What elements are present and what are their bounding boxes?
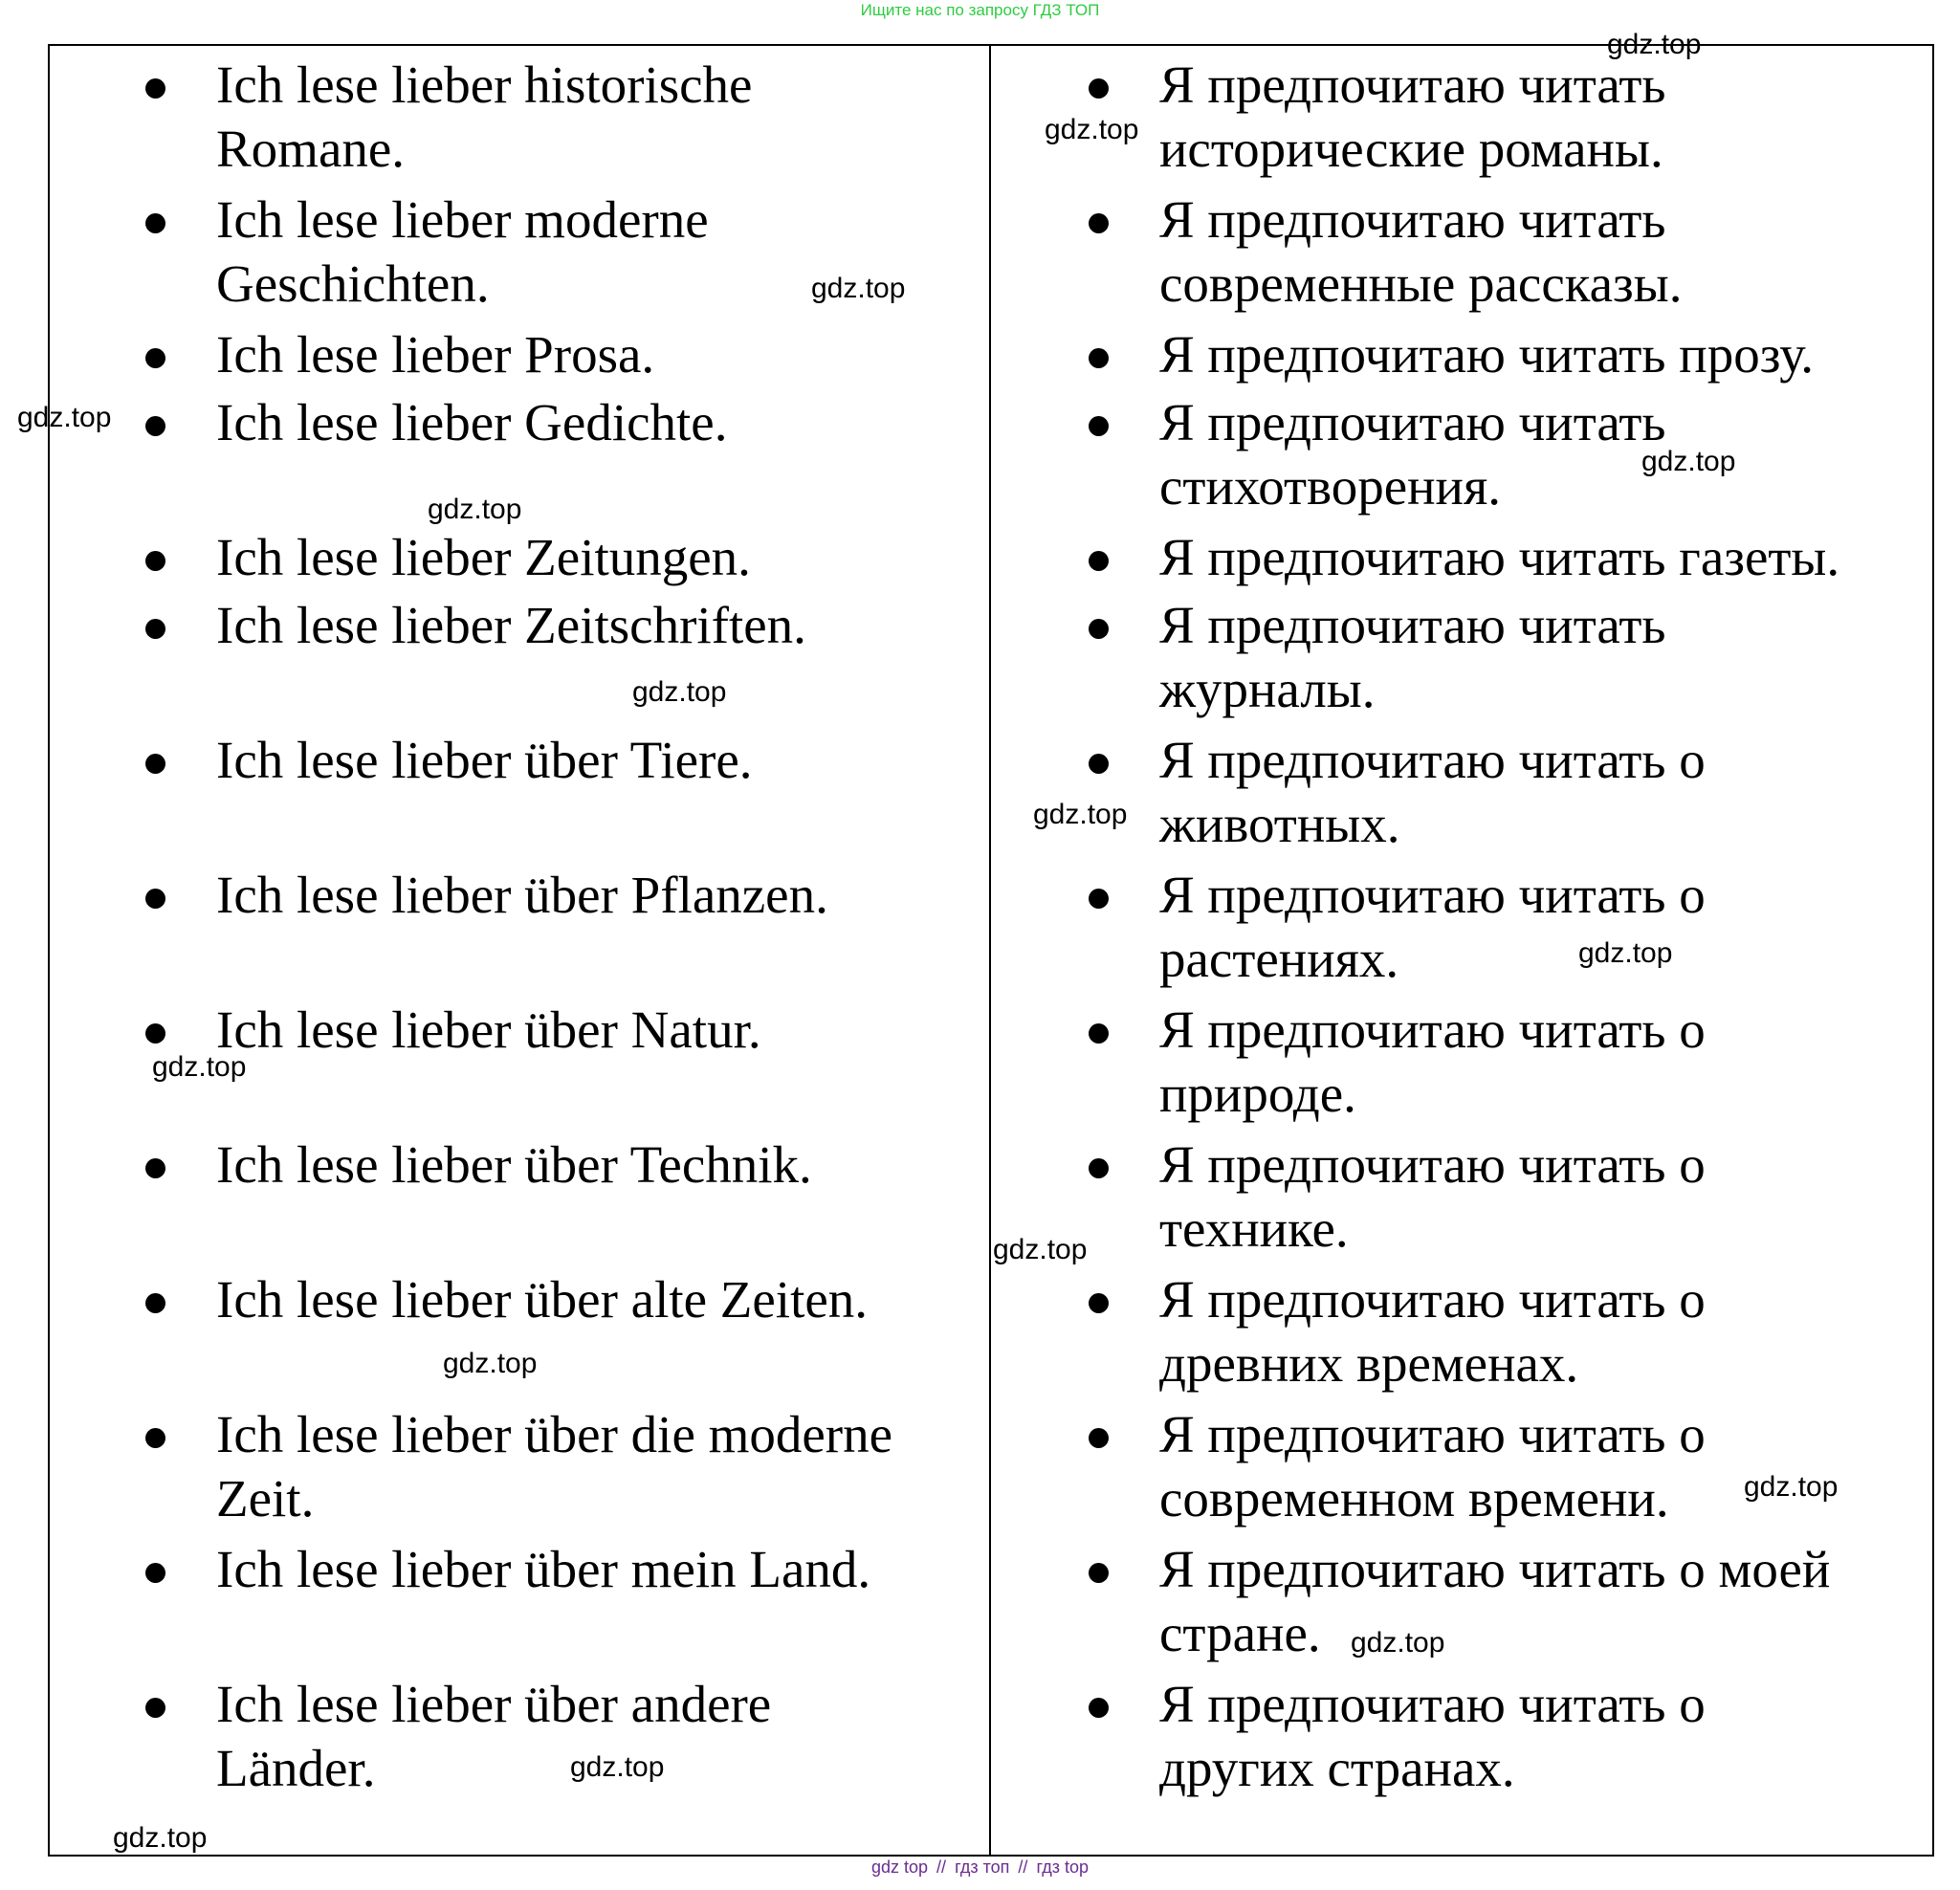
russian-item-line: Я предпочитаю читать о [1159,731,1706,789]
watermark-text: gdz.top [1033,799,1128,830]
german-item-line: Ich lese lieber Gedichte. [216,393,728,451]
russian-bullet-icon [1089,754,1109,774]
russian-bullet-icon [1089,1563,1109,1583]
watermark-text: gdz.top [17,402,112,433]
german-bullet-icon [145,213,165,233]
footer-part-3: гдз top [1036,1857,1089,1877]
russian-item-line: технике. [1159,1199,1349,1258]
watermark-text: gdz.top [632,676,727,708]
russian-bullet-icon [1089,551,1109,571]
german-item-line: Ich lese lieber über andere [216,1675,772,1733]
russian-bullet-icon [1089,1428,1109,1448]
german-item-line: Ich lese lieber Prosa. [216,325,655,384]
russian-item-line: Я предпочитаю читать о [1159,1135,1706,1194]
german-item-line: Ich lese lieber über Natur. [216,1000,761,1059]
watermark-text: gdz.top [1578,937,1673,969]
german-bullet-icon [145,619,165,639]
russian-bullet-icon [1089,348,1109,368]
watermark-text: gdz.top [993,1234,1088,1265]
russian-bullet-icon [1089,213,1109,233]
russian-item-line: стихотворения. [1159,457,1502,516]
german-item-line: Zeit. [216,1469,315,1527]
watermark-text: gdz.top [1641,446,1736,477]
russian-item-line: Я предпочитаю читать о [1159,1270,1706,1329]
russian-item-line: журналы. [1159,660,1376,718]
russian-bullet-icon [1089,619,1109,639]
german-bullet-icon [145,1293,165,1313]
watermark-text: gdz.top [1045,114,1139,145]
russian-item-line: Я предпочитаю читать [1159,55,1666,114]
german-bullet-icon [145,1428,165,1448]
russian-item-line: Я предпочитаю читать о [1159,866,1706,924]
watermark-text: gdz.top [570,1751,665,1783]
watermark-text: gdz.top [443,1348,538,1379]
russian-item-line: Я предпочитаю читать о [1159,1405,1706,1463]
german-item-line: Ich lese lieber Zeitschriften. [216,596,806,654]
russian-item-line: растениях. [1159,930,1399,988]
watermark-text: gdz.top [1351,1627,1445,1659]
watermark-text: gdz.top [811,273,906,304]
russian-item-line: современном времени. [1159,1469,1669,1527]
watermark-text: gdz.top [152,1051,247,1083]
watermark-text: gdz.top [1607,29,1702,60]
russian-bullet-icon [1089,1293,1109,1313]
russian-item-line: Я предпочитаю читать газеты. [1159,528,1840,586]
top-banner: Ищите нас по запросу ГДЗ ТОП [860,1,1100,19]
watermark-text: gdz.top [428,494,522,525]
german-bullet-icon [145,754,165,774]
german-item-line: Ich lese lieber über Tiere. [216,731,753,789]
german-bullet-icon [145,551,165,571]
column-divider [989,44,991,1857]
german-item-line: Länder. [216,1739,376,1797]
footer-part-1: gdz top [870,1857,929,1877]
german-item-line: Geschichten. [216,254,490,313]
russian-bullet-icon [1089,889,1109,909]
german-item-line: Ich lese lieber Zeitungen. [216,528,751,586]
german-item-line: Ich lese lieber über Pflanzen. [216,866,828,924]
russian-item-line: Я предпочитаю читать о моей [1159,1540,1831,1598]
footer [0,1857,1960,1878]
russian-item-line: Я предпочитаю читать [1159,190,1666,249]
russian-item-line: животных. [1159,795,1400,853]
german-bullet-icon [145,889,165,909]
russian-item-line: природе. [1159,1065,1356,1123]
german-item-line: Ich lese lieber moderne [216,190,709,249]
watermark-text: gdz.top [1744,1471,1839,1503]
german-item-line: Ich lese lieber über mein Land. [216,1540,871,1598]
german-bullet-icon [145,1698,165,1718]
german-bullet-icon [145,416,165,436]
german-item-line: Ich lese lieber historische [216,55,753,114]
russian-bullet-icon [1089,1698,1109,1718]
russian-item-line: Я предпочитаю читать [1159,393,1666,451]
german-bullet-icon [145,1563,165,1583]
footer-separator-2: // [1018,1857,1028,1877]
german-bullet-icon [145,78,165,99]
german-item-line: Ich lese lieber über alte Zeiten. [216,1270,869,1329]
german-bullet-icon [145,1023,165,1044]
watermark-text: gdz.top [113,1822,208,1854]
russian-item-line: исторические романы. [1159,120,1663,178]
german-bullet-icon [145,1158,165,1178]
german-item-line: Ich lese lieber über die moderne [216,1405,893,1463]
russian-item-line: стране. [1159,1604,1321,1662]
footer-part-2: гдз топ [955,1857,1010,1877]
russian-item-line: Я предпочитаю читать [1159,596,1666,654]
russian-item-line: древних временах. [1159,1334,1579,1393]
russian-item-line: других странах. [1159,1739,1515,1797]
russian-bullet-icon [1089,1023,1109,1044]
footer-separator-1: // [936,1857,947,1877]
russian-item-line: Я предпочитаю читать прозу. [1159,325,1815,384]
russian-bullet-icon [1089,416,1109,436]
russian-item-line: Я предпочитаю читать о [1159,1675,1706,1733]
russian-item-line: Я предпочитаю читать о [1159,1000,1706,1059]
russian-item-line: современные рассказы. [1159,254,1683,313]
german-bullet-icon [145,348,165,368]
russian-bullet-icon [1089,78,1109,99]
german-item-line: Ich lese lieber über Technik. [216,1135,812,1194]
russian-bullet-icon [1089,1158,1109,1178]
german-item-line: Romane. [216,120,406,178]
